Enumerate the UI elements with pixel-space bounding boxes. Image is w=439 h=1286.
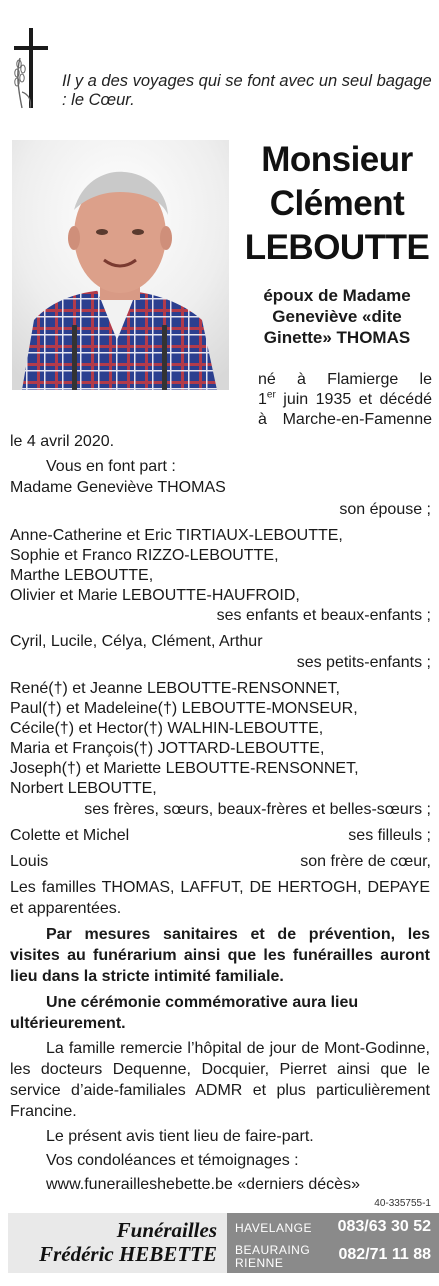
portrait-photo: [12, 140, 229, 390]
intro: Vous en font part :: [46, 458, 176, 475]
brand-line-2: Frédéric HEBETTE: [39, 1242, 217, 1266]
faire-part-notice: Le présent avis tient lieu de faire-part.: [46, 1128, 314, 1145]
footer-brand-panel: [8, 1213, 227, 1273]
location-havelange: HAVELANGE: [235, 1221, 312, 1235]
spouse-info: [242, 285, 432, 348]
sibling-line: Paul(†) et Madeleine(†) LEBOUTTE-MONSEUR,: [10, 700, 358, 717]
birth-day: 1: [258, 391, 267, 408]
birth-line-2: [258, 390, 432, 410]
cross-wheat-icon: [8, 28, 54, 110]
siblings-role: ses frères, sœurs, beaux-frères et belles-sœurs ;: [84, 801, 431, 818]
sibling-line: Cécile(†) et Hector(†) WALHIN-LEBOUTTE,: [10, 720, 324, 737]
spouse-line: époux de Madame: [263, 286, 411, 305]
ceremony-notice: Une cérémonie commémorative aura lieu ultérieurement.: [10, 994, 359, 1032]
name-first: Clément: [269, 184, 405, 223]
phone-havelange[interactable]: 083/63 30 52: [337, 1218, 431, 1235]
location-rienne: RIENNE: [235, 1256, 284, 1270]
children-role: ses enfants et beaux-enfants ;: [216, 607, 431, 624]
name-title: Monsieur: [261, 140, 413, 179]
death-place: Marche-en-Famenne: [282, 411, 432, 428]
condolences-notice: Vos condoléances et témoignages :: [46, 1152, 299, 1169]
name-last: LEBOUTTE: [244, 228, 430, 267]
sibling-line: Joseph(†) et Mariette LEBOUTTE-RENSONNET,: [10, 760, 359, 777]
spouse-line: Ginette» THOMAS: [263, 328, 411, 347]
sibling-line: Maria et François(†) JOTTARD-LEBOUTTE,: [10, 740, 325, 757]
grandchildren-role: ses petits-enfants ;: [296, 654, 431, 671]
thanks-notice: La famille remercie l’hôpital de jour de Mont-Godinne, les docteurs Dequenne, Docquier, Pierret ainsi que le service d’aide-familiales ADMR et plus particulièrement Francine.: [10, 1040, 430, 1120]
reference-number: 40-335755-1: [374, 1198, 431, 1209]
families: Les familles THOMAS, LAFFUT, DE HERTOGH, DEPAYE et apparentées.: [10, 879, 430, 917]
child-line: Anne-Catherine et Eric TIRTIAUX-LEBOUTTE,: [10, 527, 343, 544]
child-line: Marthe LEBOUTTE,: [10, 567, 154, 584]
footer-contact-panel: [227, 1213, 439, 1273]
ordinal-suffix: er: [266, 389, 276, 401]
birth-line-1: né à Flamierge le: [258, 371, 432, 388]
brother-heart-role: son frère de cœur,: [300, 853, 431, 870]
wife-name: Madame Geneviève THOMAS: [10, 479, 226, 496]
child-line: Olivier et Marie LEBOUTTE-HAUFROID,: [10, 587, 300, 604]
brother-heart: Louis: [10, 853, 49, 870]
godchildren-role: ses filleuls ;: [348, 827, 431, 844]
birth-word: à: [258, 411, 267, 428]
godchildren: Colette et Michel: [10, 827, 130, 844]
spouse-line: Geneviève «dite: [272, 307, 402, 326]
birth-rest: juin 1935 et décédé: [275, 391, 432, 408]
sibling-line: René(†) et Jeanne LEBOUTTE-RENSONNET,: [10, 680, 340, 697]
website-link[interactable]: www.funerailleshebette.be «derniers décès»: [46, 1176, 360, 1193]
child-line: Sophie et Franco RIZZO-LEBOUTTE,: [10, 547, 279, 564]
location-beauraing: BEAURAING: [235, 1243, 311, 1257]
sanitary-notice: Par mesures sanitaires et de prévention, les visites au funérarium ainsi que les funérailles auront lieu dans la stricte intimité familiale.: [10, 926, 430, 985]
wife-role: son épouse ;: [339, 501, 431, 518]
sibling-line: Norbert LEBOUTTE,: [10, 780, 157, 797]
epigraph-quote: Il y a des voyages qui se font avec un seul bagage : le Cœur.: [62, 72, 432, 109]
death-date: le 4 avril 2020.: [10, 433, 115, 450]
grandchildren: Cyril, Lucile, Célya, Clément, Arthur: [10, 633, 263, 650]
brand-line-1: Funérailles: [116, 1218, 217, 1242]
birth-line-3: [258, 410, 432, 430]
phone-beauraing[interactable]: 082/71 11 88: [338, 1246, 431, 1263]
